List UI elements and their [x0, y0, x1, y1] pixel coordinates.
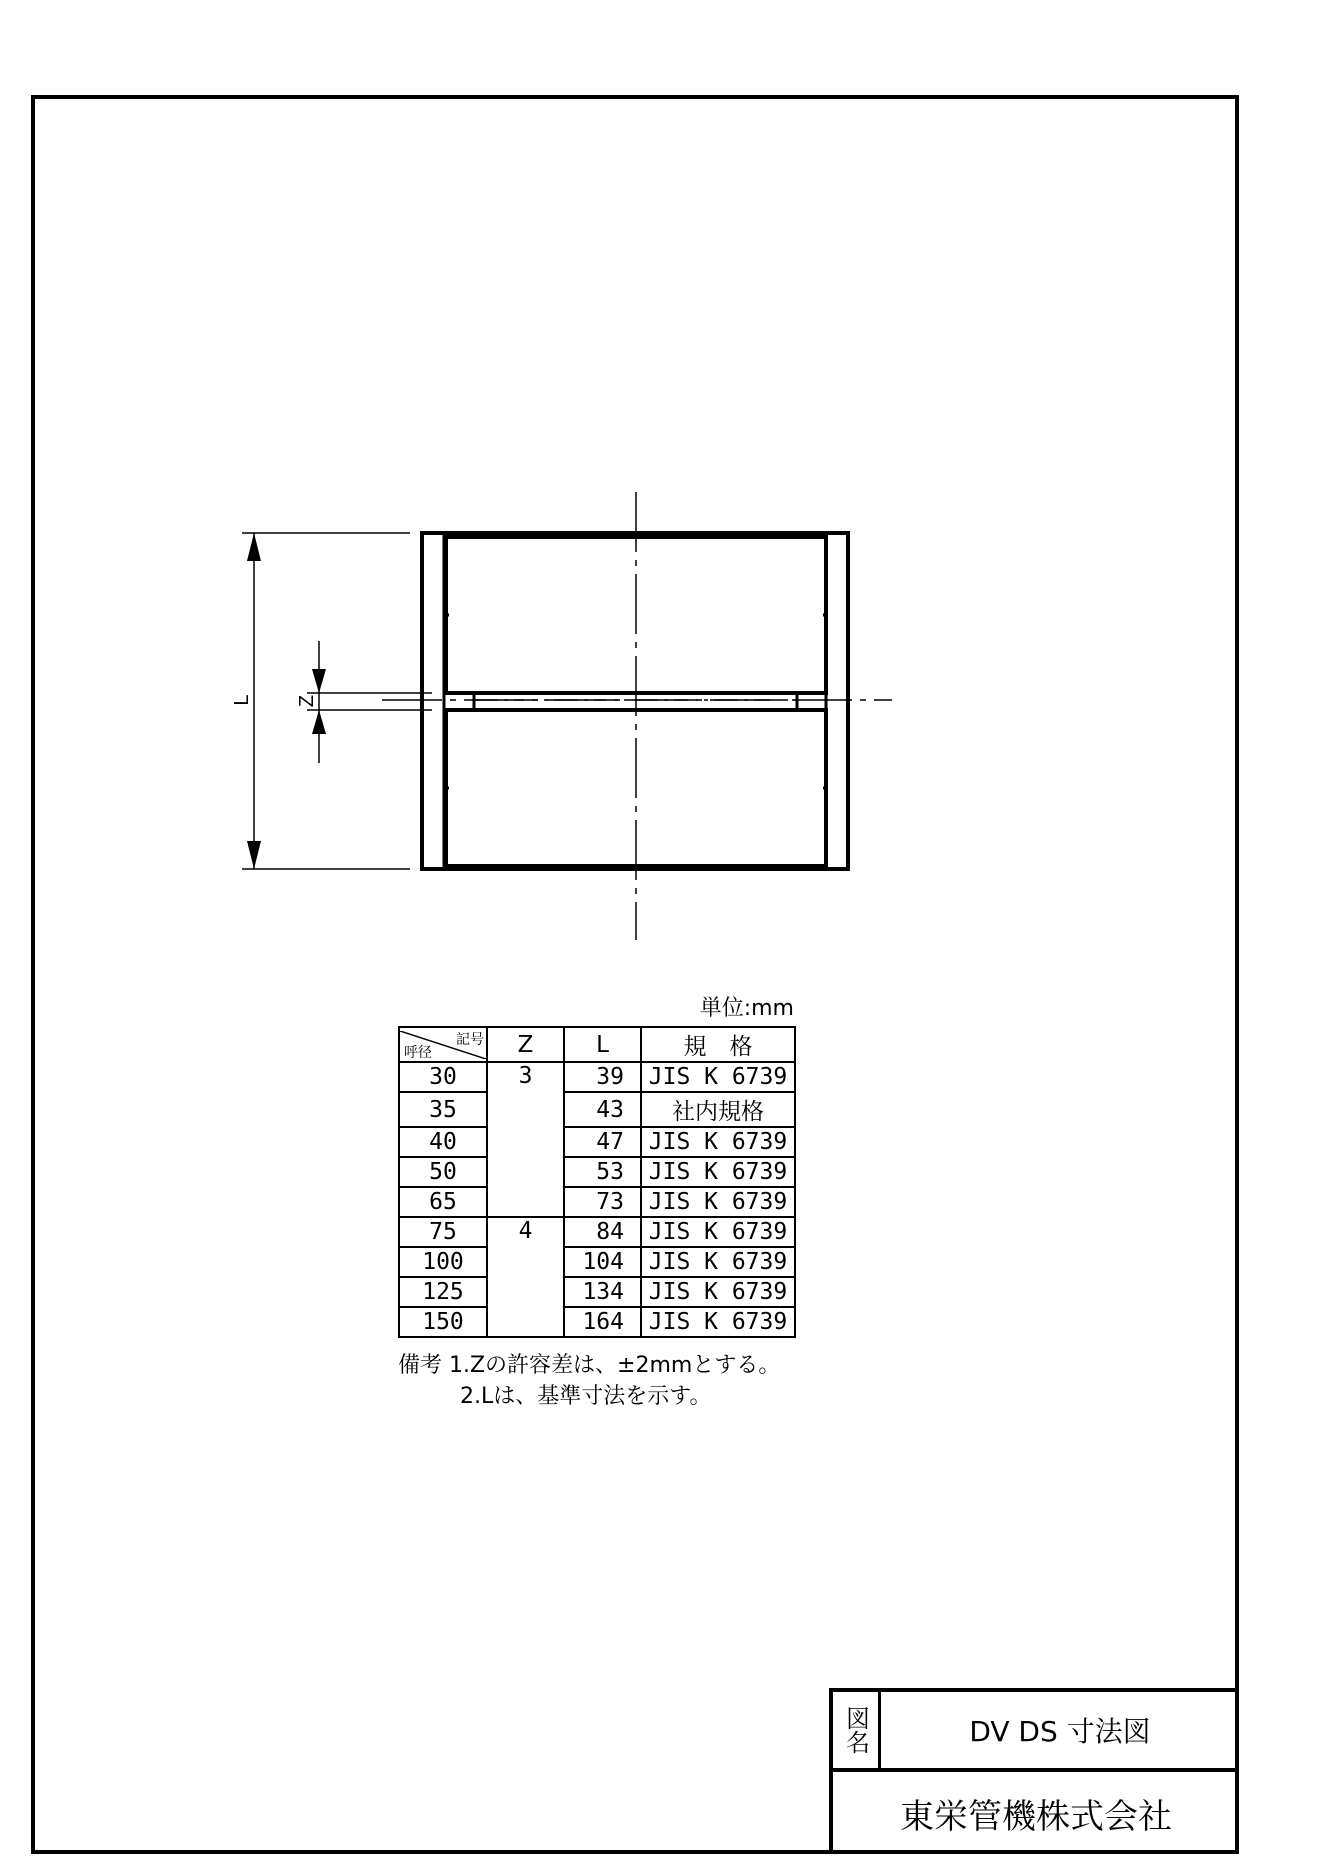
- spec-cell: JIS K 6739: [641, 1157, 795, 1187]
- z-cell: 3: [487, 1062, 564, 1217]
- spec-cell: JIS K 6739: [641, 1062, 795, 1092]
- table-header-row: [399, 1027, 795, 1062]
- table-row: [399, 1187, 795, 1217]
- l-cell: 73: [564, 1187, 641, 1217]
- header-z: Z: [487, 1027, 564, 1062]
- table-row: [399, 1307, 795, 1337]
- dimension-table: [398, 1026, 796, 1338]
- note-1: 備考 1.Zの許容差は、±2mmとする。: [398, 1353, 781, 1378]
- spec-cell: JIS K 6739: [641, 1277, 795, 1307]
- l-cell: 104: [564, 1247, 641, 1277]
- header-nominal-label: 呼径: [404, 1044, 432, 1059]
- table-row: [399, 1217, 795, 1247]
- title-block: [829, 1688, 1239, 1854]
- header-l: L: [564, 1027, 641, 1062]
- note-2: 2.Lは、基準寸法を示す。: [460, 1384, 712, 1409]
- table-row: [399, 1092, 795, 1127]
- l-cell: 84: [564, 1217, 641, 1247]
- l-cell: 134: [564, 1277, 641, 1307]
- l-cell: 39: [564, 1062, 641, 1092]
- l-arrow-top: [247, 533, 261, 561]
- l-cell: 43: [564, 1092, 641, 1127]
- size-cell: 100: [399, 1247, 487, 1277]
- table-row: [399, 1157, 795, 1187]
- drawing-title: DV DS 寸法図: [881, 1692, 1239, 1772]
- size-cell: 75: [399, 1217, 487, 1247]
- size-cell: 35: [399, 1092, 487, 1127]
- spec-cell: JIS K 6739: [641, 1247, 795, 1277]
- l-cell: 53: [564, 1157, 641, 1187]
- table-row: [399, 1062, 795, 1092]
- title-label-cell: [833, 1692, 881, 1772]
- header-diagonal-cell: [399, 1027, 487, 1062]
- size-cell: 50: [399, 1157, 487, 1187]
- z-arrow-top: [312, 669, 326, 693]
- spec-cell: JIS K 6739: [641, 1307, 795, 1337]
- header-spec: 規 格: [641, 1027, 795, 1062]
- unit-label: 単位:mm: [699, 996, 794, 1021]
- outer-sleeve: [422, 533, 848, 869]
- l-cell: 47: [564, 1127, 641, 1157]
- z-cell: 4: [487, 1217, 564, 1337]
- table-row: [399, 1247, 795, 1277]
- company-name: 東栄管機株式会社: [900, 1796, 1172, 1837]
- z-arrow-bottom: [312, 710, 326, 734]
- notes: [398, 1350, 780, 1412]
- size-cell: 65: [399, 1187, 487, 1217]
- table-row: [399, 1277, 795, 1307]
- size-cell: 150: [399, 1307, 487, 1337]
- l-dimension-label: L: [231, 694, 253, 706]
- size-cell: 30: [399, 1062, 487, 1092]
- header-symbol-label: 記号: [456, 1031, 484, 1048]
- l-arrow-bottom: [247, 841, 261, 869]
- spec-cell: 社内規格: [641, 1092, 795, 1127]
- size-cell: 40: [399, 1127, 487, 1157]
- table-row: [399, 1127, 795, 1157]
- spec-cell: JIS K 6739: [641, 1127, 795, 1157]
- spec-cell: JIS K 6739: [641, 1187, 795, 1217]
- z-dimension-label: Z: [296, 694, 318, 708]
- title-label: 図名: [841, 1706, 870, 1754]
- size-cell: 125: [399, 1277, 487, 1307]
- spec-cell: JIS K 6739: [641, 1217, 795, 1247]
- l-cell: 164: [564, 1307, 641, 1337]
